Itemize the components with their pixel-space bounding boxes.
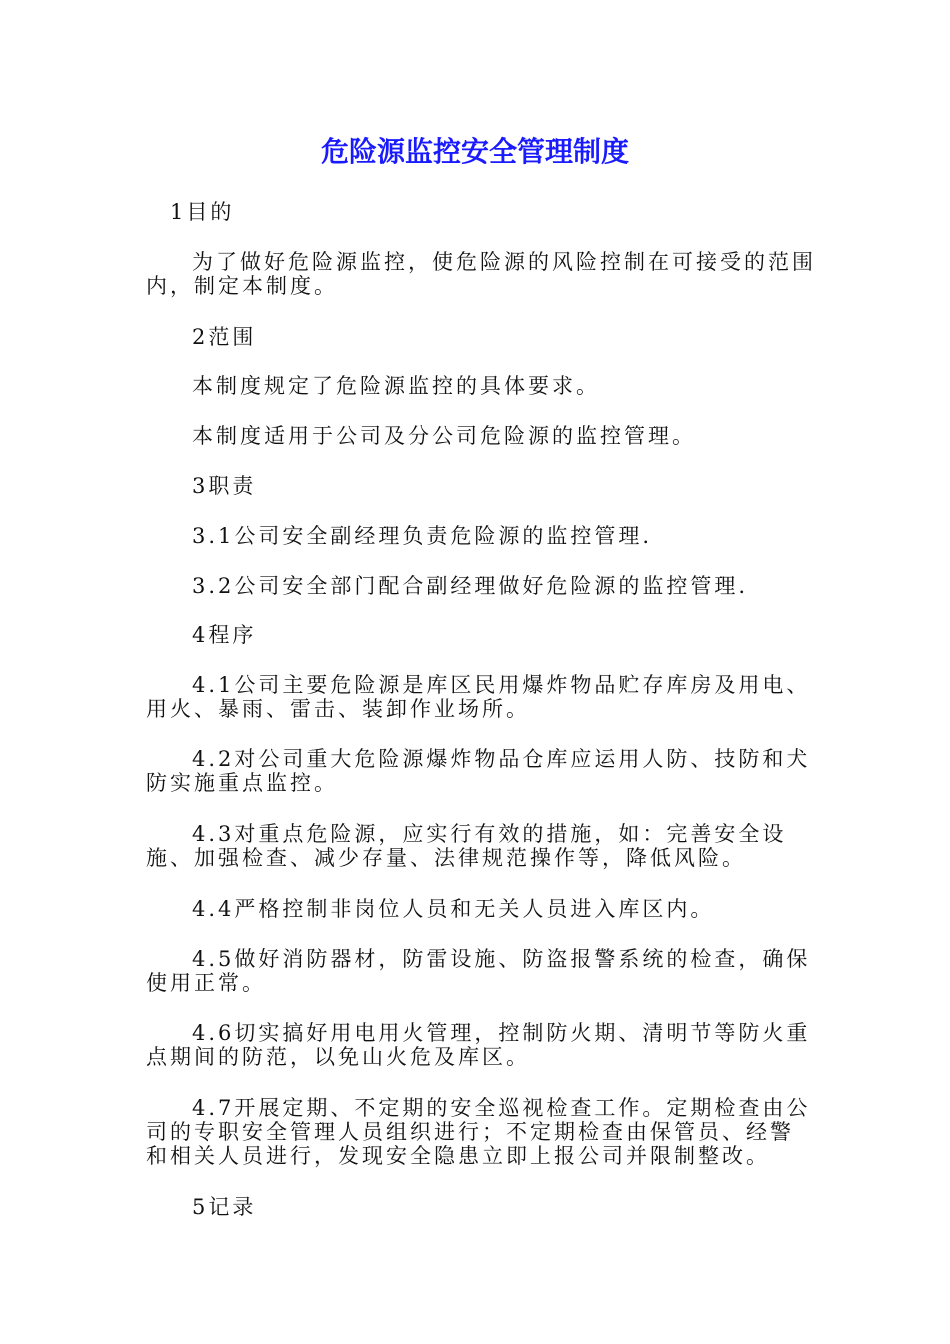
paragraph-procedure-4-4: 4.4严格控制非岗位人员和无关人员进入库区内。 bbox=[192, 897, 715, 921]
paragraph-duty-3-1: 3.1公司安全副经理负责危险源的监控管理. bbox=[192, 524, 653, 548]
paragraph-purpose: 为了做好危险源监控，使危险源的风险控制在可接受的范围内，制定本制度。 bbox=[146, 250, 816, 298]
section-heading-duties: 3职责 bbox=[192, 474, 257, 498]
paragraph-duty-3-2: 3.2公司安全部门配合副经理做好危险源的监控管理. bbox=[192, 574, 749, 598]
paragraph-scope-2: 本制度适用于公司及分公司危险源的监控管理。 bbox=[192, 424, 696, 448]
paragraph-procedure-4-6: 4.6切实搞好用电用火管理，控制防火期、清明节等防火重点期间的防范，以免山火危及库区。 bbox=[146, 1021, 811, 1069]
document-title: 危险源监控安全管理制度 bbox=[320, 135, 629, 168]
section-heading-scope: 2范围 bbox=[192, 325, 257, 349]
section-heading-records: 5记录 bbox=[192, 1195, 257, 1219]
paragraph-procedure-4-7: 4.7开展定期、不定期的安全巡视检查工作。定期检查由公司的专职安全管理人员组织进行；不定期检查由保管员、经警和相关人员进行，发现安全隐患立即上报公司并限制整改。 bbox=[146, 1096, 811, 1168]
paragraph-procedure-4-1: 4.1公司主要危险源是库区民用爆炸物品贮存库房及用电、用火、暴雨、雷击、装卸作业场所。 bbox=[146, 673, 811, 721]
section-heading-procedure: 4程序 bbox=[192, 623, 257, 647]
paragraph-scope-1: 本制度规定了危险源监控的具体要求。 bbox=[192, 374, 600, 398]
paragraph-procedure-4-2: 4.2对公司重大危险源爆炸物品仓库应运用人防、技防和犬防实施重点监控。 bbox=[146, 747, 811, 795]
paragraph-procedure-4-3: 4.3对重点危险源，应实行有效的措施，如：完善安全设施、加强检查、减少存量、法律规范操作等，降低风险。 bbox=[146, 822, 787, 870]
section-heading-purpose: 1目的 bbox=[170, 200, 235, 224]
paragraph-procedure-4-5: 4.5做好消防器材，防雷设施、防盗报警系统的检查，确保使用正常。 bbox=[146, 947, 811, 995]
